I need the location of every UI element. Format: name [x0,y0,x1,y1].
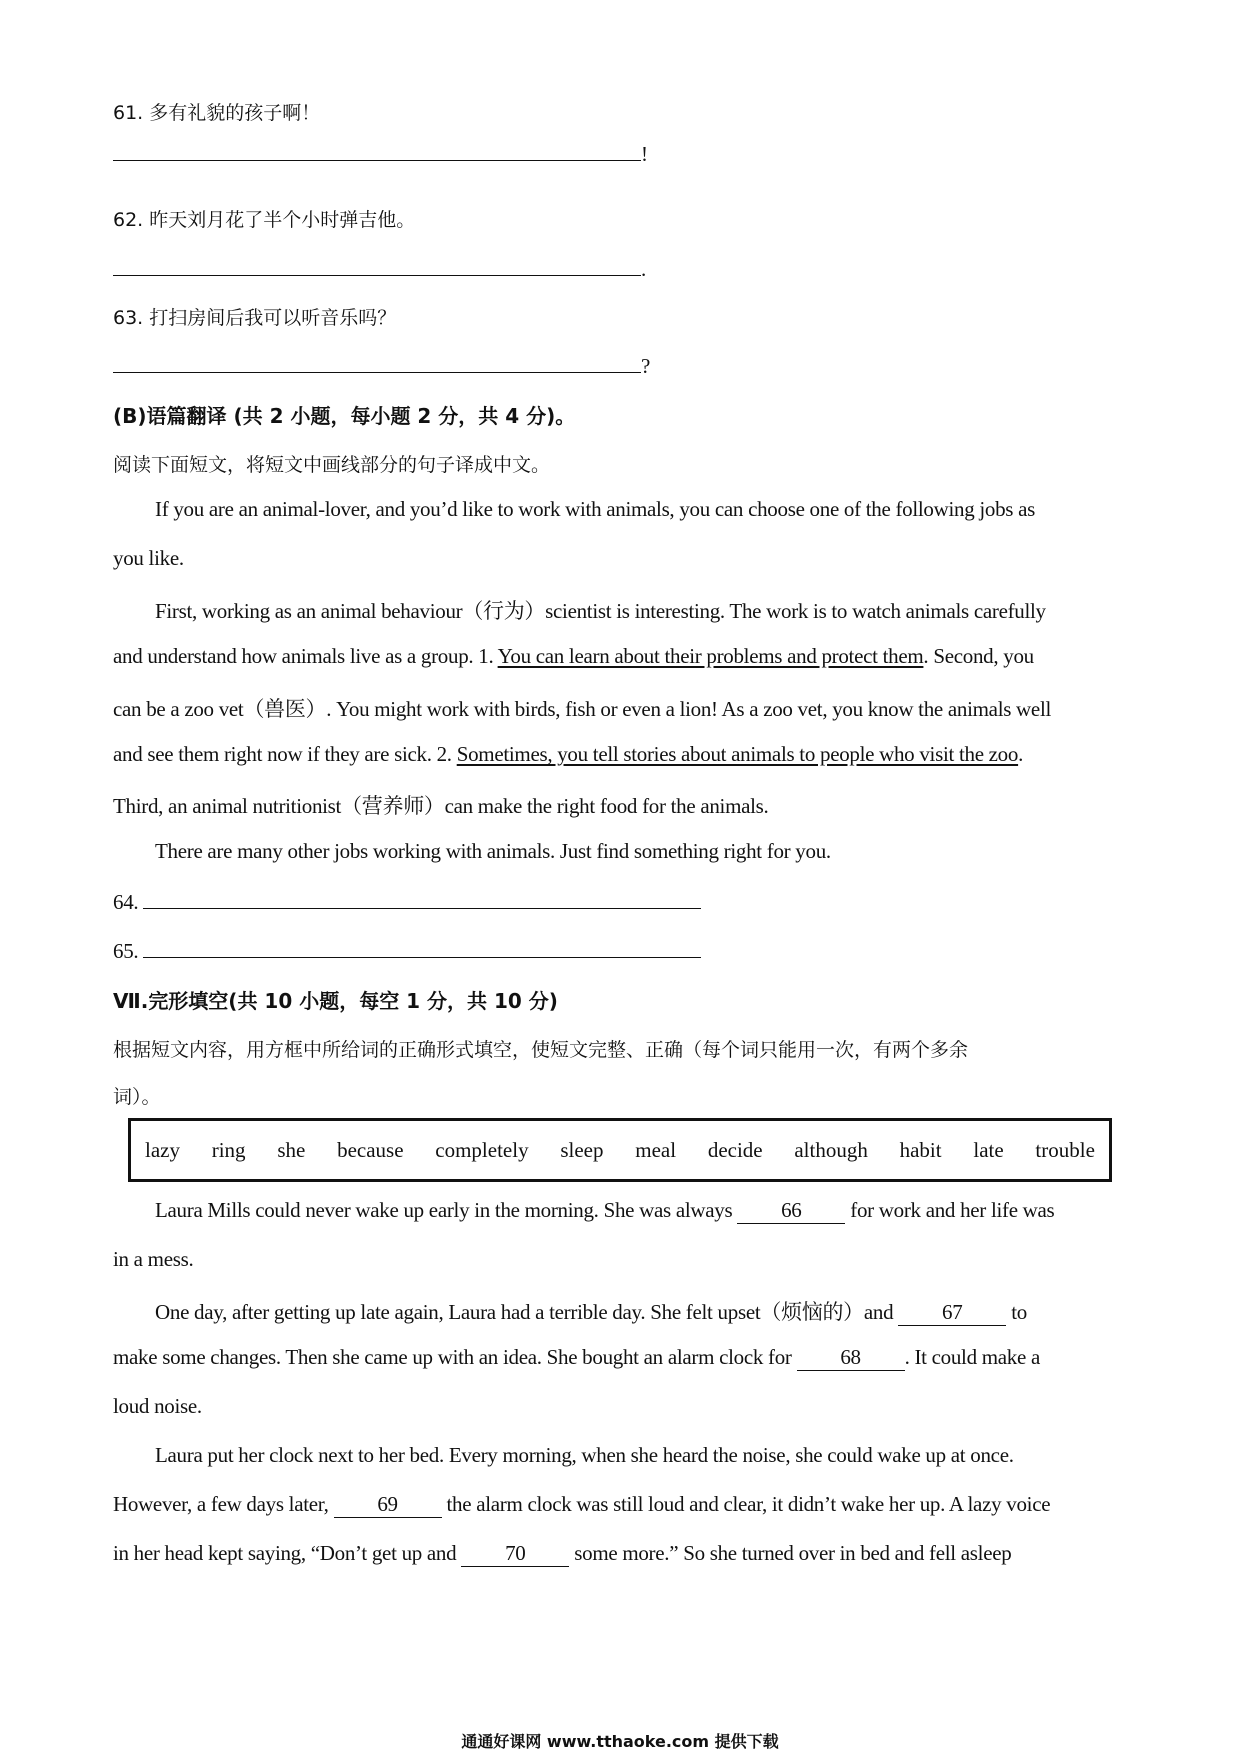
passage-p2-e: Third, an animal nutritionist（营养师）can make the right food for the animals. [113,794,769,818]
word-bank-word: because [337,1137,404,1162]
word-bank-word: she [277,1137,306,1162]
answer-number: 64. [113,890,139,914]
end-punct: ? [641,354,651,378]
passage-p1-a: If you are an animal-lover, and you’d like to work with animals, you can choose one of the following jobs as [155,497,1036,521]
word-bank-word: trouble [1035,1137,1095,1162]
text: One day, after getting up late again, Laura had a terrible day. She felt upset（烦恼的）and [155,1300,899,1324]
word-bank-word: habit [899,1137,942,1162]
text: some more.” So she turned over in bed and fell asleep [569,1541,1012,1565]
section-b-instruction: 阅读下面短文，将短文中画线部分的句子译成中文。 [113,454,551,476]
underlined-sentence-2: Sometimes, you tell stories about animals to people who visit the zoo [456,742,1019,766]
cloze-line-7 [113,1492,1050,1518]
item-63-prompt: 63. 打扫房间后我可以听音乐吗？ [113,307,397,329]
underlined-sentence-1: You can learn about their problems and protect them [497,644,924,668]
text: and understand how animals live as a group. 1. [113,644,498,668]
blank-68[interactable]: 68 [797,1345,905,1371]
word-bank-word: ring [211,1137,246,1162]
text: to [1006,1300,1027,1324]
passage-p2-b [113,644,1034,669]
text: However, a few days later, [113,1492,334,1516]
item-61-answer [113,140,648,167]
text: Laura Mills could never wake up early in the morning. She was always [155,1198,738,1222]
passage-p2-c: can be a zoo vet（兽医）. You might work with birds, fish or even a lion! As a zoo vet, you know the animals well [113,697,1052,721]
text: and see them right now if they are sick. 2. [113,742,457,766]
page-footer: 通通好课网 www.tthaoke.com 提供下载 [461,1732,779,1751]
text: for work and her life was [845,1198,1055,1222]
section-7-instruction-a: 根据短文内容，用方框中所给词的正确形式填空，使短文完整、正确（每个词只能用一次，有两个多余 [113,1039,969,1061]
blank-67[interactable]: 67 [898,1300,1006,1326]
text: . [1018,742,1024,766]
cloze-line-4 [113,1345,1040,1371]
passage-p3: There are many other jobs working with animals. Just find something right for you. [155,839,831,863]
section-7-instruction-b: 词）。 [113,1086,161,1108]
passage-p2-d [113,742,1023,767]
answer-line [113,140,641,161]
end-punct: ! [641,142,648,166]
word-bank-word: late [973,1137,1004,1162]
end-punct: . [641,257,647,281]
passage-p1-b: you like. [113,546,184,570]
text: . Second, you [923,644,1034,668]
word-bank-word: although [794,1137,868,1162]
item-62-answer [113,255,646,282]
cloze-line-5: loud noise. [113,1394,202,1418]
answer-64 [113,888,701,915]
word-bank-box [128,1118,1112,1182]
cloze-line-8 [113,1541,1011,1567]
answer-65 [113,937,701,964]
blank-69[interactable]: 69 [334,1492,442,1518]
answer-line [113,255,641,276]
item-61-prompt: 61. 多有礼貌的孩子啊！ [113,102,321,124]
cloze-line-3 [155,1296,1027,1326]
item-62-prompt: 62. 昨天刘月花了半个小时弹吉他。 [113,209,416,231]
item-63-answer [113,352,650,379]
text: make some changes. Then she came up with an idea. She bought an alarm clock for [113,1345,797,1369]
blank-70[interactable]: 70 [461,1541,569,1567]
answer-line [113,352,641,373]
text: in her head kept saying, “Don’t get up and [113,1541,462,1565]
answer-number: 65. [113,939,139,963]
word-bank-word: sleep [560,1137,604,1162]
word-bank-word: decide [707,1137,763,1162]
word-bank-word: lazy [145,1137,180,1162]
section-7-title: Ⅶ.完形填空(共 10 小题，每空 1 分，共 10 分) [113,989,558,1013]
answer-line [143,937,701,958]
word-bank-word: meal [635,1137,677,1162]
text: . It could make a [904,1345,1040,1369]
cloze-line-1 [155,1198,1054,1224]
cloze-line-2: in a mess. [113,1247,194,1271]
passage-p2-a: First, working as an animal behaviour（行为）scientist is interesting. The work is to watch animals carefully [155,599,1046,623]
text: the alarm clock was still loud and clear, it didn’t wake her up. A lazy voice [441,1492,1051,1516]
answer-line [143,888,701,909]
word-bank-word: completely [435,1137,529,1162]
blank-66[interactable]: 66 [737,1198,845,1224]
cloze-line-6: Laura put her clock next to her bed. Every morning, when she heard the noise, she could wake up at once. [155,1443,1014,1467]
section-b-title: (B)语篇翻译 (共 2 小题，每小题 2 分，共 4 分)。 [113,404,576,428]
